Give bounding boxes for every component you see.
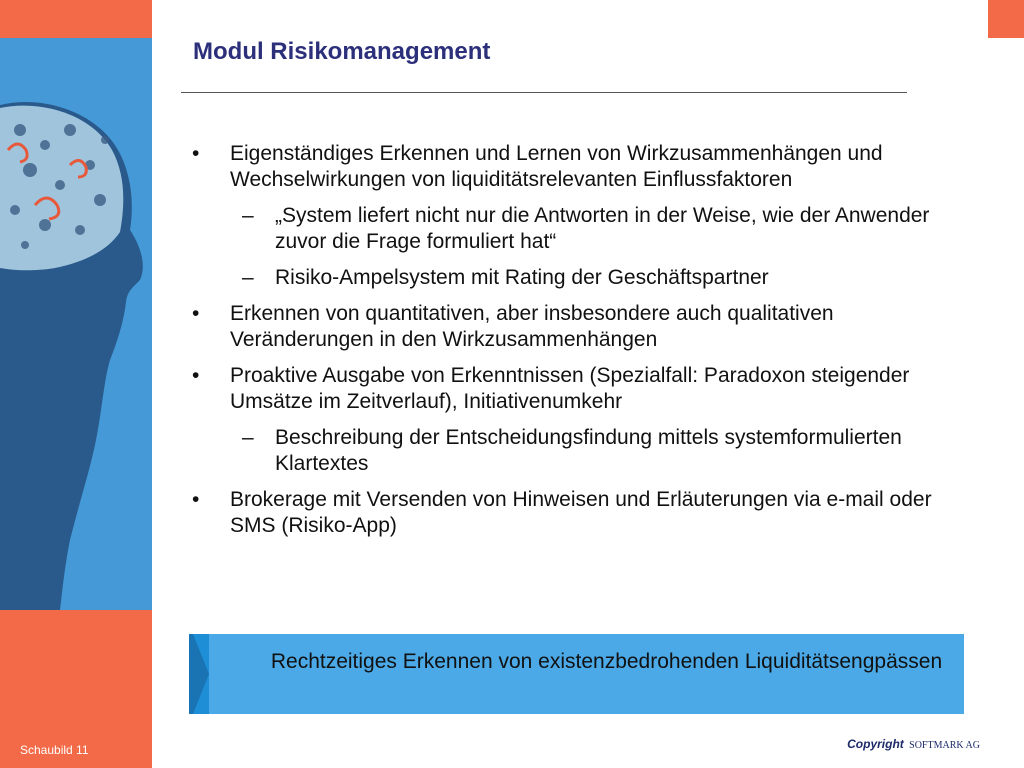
banner-text: Rechtzeitiges Erkennen von existenzbedrohenden Liquiditätsengpässen [270,650,943,673]
sub-bullet-item [190,265,970,291]
slide-number: Schaubild 11 [20,743,89,757]
company-name: SOFTMARK AG [909,740,980,751]
slide-title: Modul Risikomanagement [193,38,491,65]
bullet-list [190,141,970,549]
bullet-marker: • [192,488,200,511]
bullet-text: Eigenständiges Erkennen und Lernen von Wirkzusammenhängen und Wechselwirkungen von liquiditätsrelevanten Einflussfaktoren [230,142,883,191]
bullet-text: Proaktive Ausgabe von Erkenntnissen (Spezialfall: Paradoxon steigender Umsätze im Zeitverlauf), Initiativenumkehr [230,364,910,413]
sub-bullet-text: Risiko-Ampelsystem mit Rating der Geschäftspartner [275,266,769,289]
bullet-marker: • [192,364,200,387]
bullet-marker: • [192,302,200,325]
sub-bullet-text: Beschreibung der Entscheidungsfindung mittels systemformulierten Klartextes [275,426,902,475]
sub-bullet-text: „System liefert nicht nur die Antworten in der Weise, wie der Anwender zuvor die Frage formuliert hat“ [275,204,930,253]
dash-marker: – [242,204,254,227]
dash-marker: – [242,426,254,449]
accent-bar [988,0,1024,38]
bullet-item [190,487,970,539]
bullet-marker: • [192,142,200,165]
bullet-item [190,141,970,193]
bullet-item [190,363,970,415]
copyright-notice [847,737,980,751]
bullet-text: Brokerage mit Versenden von Hinweisen und Erläuterungen via e-mail oder SMS (Risiko-App) [230,488,932,537]
sub-bullet-item [190,203,970,255]
dash-marker: – [242,266,254,289]
title-divider [181,92,907,93]
sub-bullet-item [190,425,970,477]
bullet-text: Erkennen von quantitativen, aber insbesondere auch qualitativen Veränderungen in den Wirkzusammenhängen [230,302,834,351]
copyright-label: Copyright [847,737,904,751]
brain-illustration [0,0,152,768]
summary-banner [189,634,964,714]
bullet-item [190,301,970,353]
